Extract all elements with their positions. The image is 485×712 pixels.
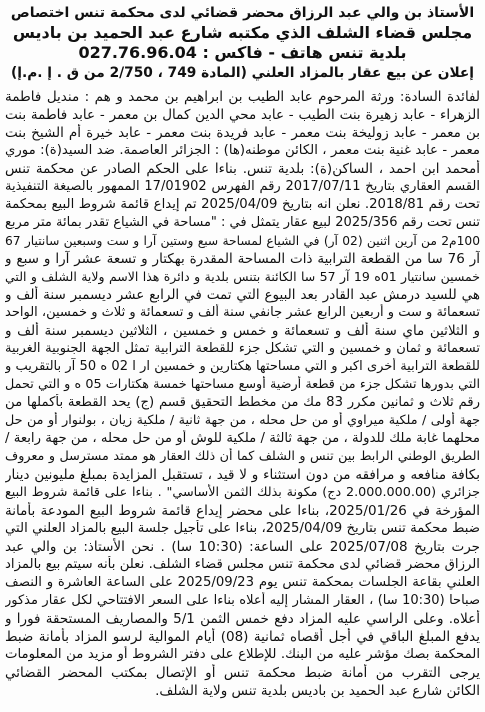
body-line: القسم العقاري بتاريخ 2017/07/11 رقم الفهرس 17/01902 الممهور بالصيغة التنفيذية <box>5 179 480 194</box>
body-line: لفائدة السادة: ورثة المرحوم عابد الطيب بن ابراهيم بن محمد و هم : منديل فاطمة <box>5 89 480 105</box>
body-line: يرجى التقرب من أمانة ضبط محكمة تنس أو الإتصال بمكتب المحضر القضائي <box>5 665 480 681</box>
body-line: 100م2 من آرين اثنين (02 آر) في الشياع لمساحة سبع وستين آرا و ست وسبعين سانتيار 67 <box>5 234 480 248</box>
notice-header <box>8 3 477 83</box>
body-line: جهة أولى / ملكية ميراوي أو من حل محله ، من جهة ثانية / ملكية زيان ، بولنوار أو من حل <box>5 413 480 428</box>
body-line: العلني بقاعة الجلسات بمحكمة تنس يوم 2025/09/23 على الساعة العاشرة و النصف <box>5 575 480 590</box>
body-line: صباحا (10:30 سا) ، العقار المشار إليه أعلاه بناءا على السعر الافتتاحي لكل عقار مذكور <box>5 593 480 608</box>
body-line: ضبط محكمة تنس بتاريخ 2025/04/09، بناءا على تأجيل جلسة البيع بالمزاد العلني التي <box>5 521 480 536</box>
office-address-line: مجلس قضاء الشلف الذي مكتبه شارع عبد الحميد بن باديس <box>12 23 473 42</box>
body-line: التي بدورها تشكل جزء من قطعة أرضية أوسع مساحتها خمسة هكتارات 05 ه و التي تحمل <box>5 377 480 392</box>
body-line: و الثلاثين ماي سنة ألف و تسعمائة و خمس و خمسين ، الثلاثين ديسمبر سنة ألف و <box>5 323 480 339</box>
body-line: الكائن شارع عبد الحميد بن باديس بلدية تنس ولاية الشلف. <box>155 683 480 699</box>
body-line: أعلاه. وعلى الراسي عليه المزاد دفع خمس الثمن 5/1 والمصاريف المستحقة فورا و <box>5 611 480 627</box>
body-line: للقطعة الترابية أخرى اكبر و التي مساحتها هكتارين و خمسين ار ا 02 ه 50 آر بالتقريب و <box>5 359 480 374</box>
body-line: رقم ثلاث و ثمانين مكرر 83 مك من مخطط التحقيق قسم (ج) يحد القطعة بأكملها من <box>5 395 480 410</box>
body-line: بكافة منافعه و مرافقه من دون استثناء و لا قيد ، تستقبل المزايدة بمبلغ مليونين دينار <box>5 467 480 483</box>
body-line: بن معمر - عابد زوليخة بنت معمر - عابد فريدة بنت معمر - عابد خيرة أم الشيخ بنت <box>5 125 480 141</box>
body-line: معمر - عابد غنية بنت معمر ، الكائن موطنه(ها) : الجزائر العاصمة. ضد السيد(ة): موري <box>5 143 480 158</box>
body-line: جزائري (2.000.000.00 دج) مكونة بذلك الثمن الأساسي" . بناءا على قائمة شروط البيع <box>5 485 480 500</box>
body-line: تسعمائة و ثمان و خمسين و التي تشكل جزء للقطعة الترابية تمثل الجهة الجنوبية الغربية <box>5 341 480 356</box>
body-line: الطريق الوطني الرابط بين تنس و الشلف كما أن ذلك العقار هو ممتد مسترسل و معروف <box>5 449 480 464</box>
body-line: تسعمائة و ست و أربعين الرابع عشر جانفي سنة ألف و تسعمائة و ثلاث و خمسين، الواحد <box>5 305 480 320</box>
body-line: تحت رقم 2018/81. نعلن انه بتاريخ 2025/04/09 تم إيداع قائمة شروط البيع بمحكمة <box>5 197 480 212</box>
bailiff-name-line: الأستاذ بن والي عبد الرزاق محضر قضائي لدى محكمة تنس اختصاص <box>10 5 475 21</box>
body-line: محلهما غابة ملك للدولة ، من جهة ثالثة / ملكية للوش أو من حل محله ، من جهة رابعة / <box>5 431 480 446</box>
notice-body <box>5 88 480 700</box>
phone-fax-line: بلدية تنس هاتف - فاكس : 027.76.96.04 <box>78 43 407 62</box>
body-line: آر 76 سا من القطعة الترابية ذات المساحة المقدرة بهكتار و تسعة عشر آرا و سبع و <box>5 251 480 267</box>
body-line: الزهراء - عابد زهيرة بنت الطيب - عابد محي الدين كمال بن معمر - عابد فاطمة بنت <box>5 107 480 123</box>
body-line: المحكمة بصك مؤشر عليه من البنك. للإطلاع على دفتر الشروط أو مزيد من المعلومات <box>5 647 480 662</box>
body-line: الرزاق محضر قضائي لدى محكمة تنس مجلس قضاء الشلف. نعلن بأنه سيتم بيع بالمزاد <box>5 557 480 572</box>
body-line: أمحمد ابن احمد ، الساكن(ة): بلدية تنس. بناءا على الحكم الصادر عن محكمة تنس <box>5 161 480 177</box>
body-line: يدفع المبلغ الباقي في أجل أقصاه ثمانية (08) أيام الموالية لرسو المزاد بأمانة ضبط <box>5 629 480 645</box>
body-line: جرت بتاريخ 2025/07/08 على الساعة: (10:30 سا) . نحن الأستاذ: بن والي عبد <box>5 539 480 555</box>
body-line: تنس تحت رقم 2025/356 لبيع عقار يتمثل في : "مساحة في الشياع تقدر بمائة متر مربع <box>5 215 480 230</box>
notice-title: إعلان عن بيع عقار بالمزاد العلني (المادة 749 ، 2/750 من ق . إ .م.إ) <box>10 65 474 81</box>
body-line: المؤرخة في 2025/01/26، بناءا على محضر إيداع قائمة شروط البيع المودعة بأمانة <box>5 503 480 519</box>
body-line: خمسين سانتيار 01ه 19 آر 57 سا الكائنة بتنس بلدية و دائرة هذا الاسم ولاية الشلف و التي <box>5 269 480 284</box>
body-line: هي للسيد درمش عبد القادر بعد البيوع التي تمت في الرابع عشر ديسمبر سنة ألف و <box>5 287 480 303</box>
